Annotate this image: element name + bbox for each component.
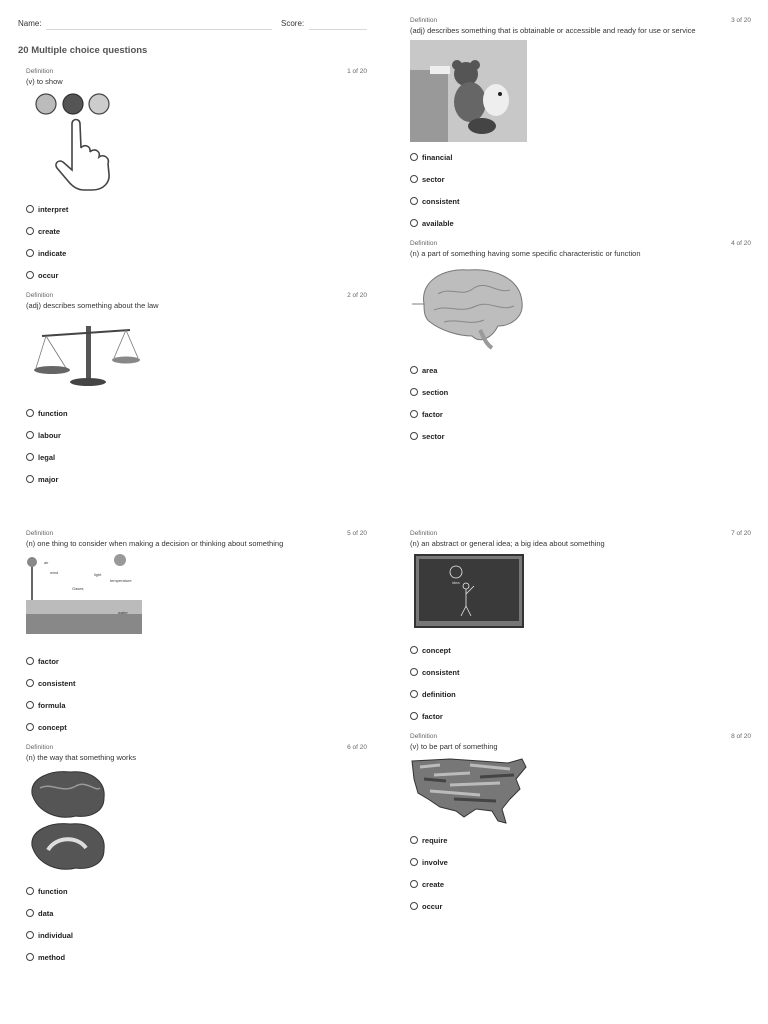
- option-definition[interactable]: [410, 683, 610, 705]
- option-label: function: [38, 408, 68, 418]
- question-counter: 8 of 20: [731, 733, 751, 740]
- option-label: data: [38, 908, 54, 918]
- image-label-gases: Gases: [72, 586, 84, 591]
- question-counter: 4 of 20: [731, 240, 751, 247]
- question-type-label: Definition: [26, 744, 54, 751]
- option-occur[interactable]: [410, 895, 610, 917]
- scales-of-justice-image: [26, 316, 144, 388]
- option-label: function: [38, 886, 68, 896]
- radio-button[interactable]: [26, 205, 34, 213]
- radio-button[interactable]: [26, 679, 34, 687]
- option-label: section: [422, 387, 449, 397]
- radio-button[interactable]: [26, 475, 34, 483]
- option-label: concept: [38, 722, 67, 732]
- radio-button[interactable]: [410, 902, 418, 910]
- radio-button[interactable]: [410, 175, 418, 183]
- question-type-label: Definition: [26, 530, 54, 537]
- option-label: indicate: [38, 248, 67, 258]
- option-label: factor: [422, 409, 443, 419]
- option-sector[interactable]: [410, 425, 610, 447]
- name-field[interactable]: [46, 29, 272, 30]
- radio-button[interactable]: [410, 668, 418, 676]
- option-factor[interactable]: [410, 705, 610, 727]
- environment-factors-image: [26, 552, 144, 646]
- question-3: [410, 17, 751, 237]
- question-definition: (n) an abstract or general idea; a big idea about something: [410, 539, 605, 548]
- option-involve[interactable]: [410, 851, 610, 873]
- question-definition: (adj) describes something about the law: [26, 301, 159, 310]
- radio-button[interactable]: [410, 219, 418, 227]
- radio-button[interactable]: [26, 271, 34, 279]
- radio-button[interactable]: [26, 701, 34, 709]
- option-concept[interactable]: [410, 639, 610, 661]
- option-occur[interactable]: [26, 264, 226, 286]
- radio-button[interactable]: [26, 953, 34, 961]
- option-label: financial: [422, 152, 453, 162]
- option-area[interactable]: [410, 359, 610, 381]
- option-require[interactable]: [410, 829, 610, 851]
- option-label: involve: [422, 857, 448, 867]
- option-label: occur: [422, 901, 443, 911]
- idea-chalkboard-image: [414, 554, 524, 628]
- image-label-light: light: [94, 572, 102, 577]
- radio-button[interactable]: [26, 931, 34, 939]
- radio-button[interactable]: [26, 227, 34, 235]
- option-legal[interactable]: [26, 446, 226, 468]
- option-factor[interactable]: [26, 650, 226, 672]
- us-map-collage-image: [410, 755, 528, 827]
- option-data[interactable]: [26, 902, 226, 924]
- question-type-label: Definition: [410, 240, 438, 247]
- option-label: sector: [422, 174, 445, 184]
- option-interpret[interactable]: [26, 198, 226, 220]
- radio-button[interactable]: [410, 712, 418, 720]
- option-create[interactable]: [410, 873, 610, 895]
- option-consistent[interactable]: [410, 190, 610, 212]
- question-2: [26, 292, 367, 492]
- option-label: create: [422, 879, 445, 889]
- radio-button[interactable]: [410, 197, 418, 205]
- radio-button[interactable]: [26, 657, 34, 665]
- radio-button[interactable]: [410, 690, 418, 698]
- question-8: [410, 733, 751, 923]
- radio-button[interactable]: [26, 453, 34, 461]
- option-section[interactable]: [410, 381, 610, 403]
- question-type-label: Definition: [410, 733, 438, 740]
- teddy-bears-image: [410, 40, 527, 142]
- option-label: consistent: [422, 667, 460, 677]
- question-definition: (v) to show: [26, 77, 63, 86]
- option-label: individual: [38, 930, 74, 940]
- radio-button[interactable]: [410, 432, 418, 440]
- radio-button[interactable]: [26, 887, 34, 895]
- score-label: Score:: [281, 19, 305, 28]
- question-counter: 7 of 20: [731, 530, 751, 537]
- radio-button[interactable]: [26, 431, 34, 439]
- question-definition: (n) the way that something works: [26, 753, 137, 762]
- option-label: legal: [38, 452, 56, 462]
- radio-button[interactable]: [410, 858, 418, 866]
- option-consistent[interactable]: [26, 672, 226, 694]
- name-label: Name:: [18, 19, 42, 28]
- section-title: 20 Multiple choice questions: [18, 45, 148, 56]
- option-label: consistent: [38, 678, 76, 688]
- question-type-label: Definition: [26, 68, 54, 75]
- option-label: method: [38, 952, 66, 962]
- radio-button[interactable]: [26, 909, 34, 917]
- option-financial[interactable]: [410, 146, 610, 168]
- radio-button[interactable]: [410, 880, 418, 888]
- question-counter: 3 of 20: [731, 17, 751, 24]
- option-factor[interactable]: [410, 403, 610, 425]
- radio-button[interactable]: [26, 723, 34, 731]
- image-label-air: air: [44, 560, 49, 565]
- option-label: factor: [422, 711, 443, 721]
- option-label: definition: [422, 689, 456, 699]
- radio-button[interactable]: [410, 836, 418, 844]
- question-definition: (n) one thing to consider when making a decision or thinking about something: [26, 539, 284, 548]
- option-label: consistent: [422, 196, 460, 206]
- option-method[interactable]: [26, 946, 226, 968]
- option-function[interactable]: [26, 402, 226, 424]
- question-counter: 5 of 20: [347, 530, 367, 537]
- option-label: interpret: [38, 204, 69, 214]
- score-field[interactable]: [309, 29, 367, 30]
- question-4: [410, 240, 751, 450]
- option-concept[interactable]: [26, 716, 226, 738]
- option-labour[interactable]: [26, 424, 226, 446]
- option-label: formula: [38, 700, 66, 710]
- question-1: [26, 68, 367, 283]
- radio-button[interactable]: [410, 388, 418, 396]
- option-label: factor: [38, 656, 59, 666]
- question-type-label: Definition: [410, 17, 438, 24]
- option-label: major: [38, 474, 59, 484]
- question-6: [26, 744, 367, 970]
- image-label-idea: idea: [452, 580, 460, 585]
- question-5: [26, 530, 367, 740]
- option-label: require: [422, 835, 448, 845]
- radio-button[interactable]: [26, 409, 34, 417]
- question-definition: (v) to be part of something: [410, 742, 498, 751]
- option-label: concept: [422, 645, 451, 655]
- option-consistent[interactable]: [410, 661, 610, 683]
- option-formula[interactable]: [26, 694, 226, 716]
- option-sector[interactable]: [410, 168, 610, 190]
- option-label: create: [38, 226, 61, 236]
- image-label-water: water: [118, 610, 128, 615]
- option-label: occur: [38, 270, 59, 280]
- question-counter: 1 of 20: [347, 68, 367, 75]
- question-counter: 6 of 20: [347, 744, 367, 751]
- image-label-wind: wind: [50, 570, 59, 575]
- option-label: sector: [422, 431, 445, 441]
- radio-button[interactable]: [410, 410, 418, 418]
- option-label: labour: [38, 430, 61, 440]
- question-type-label: Definition: [410, 530, 438, 537]
- option-function[interactable]: [26, 880, 226, 902]
- option-label: area: [422, 365, 438, 375]
- brain-function-image: [26, 768, 108, 874]
- option-individual[interactable]: [26, 924, 226, 946]
- radio-button[interactable]: [410, 366, 418, 374]
- brain-image: [410, 264, 528, 350]
- question-7: [410, 530, 751, 730]
- option-major[interactable]: [26, 468, 226, 490]
- radio-button[interactable]: [410, 153, 418, 161]
- option-create[interactable]: [26, 220, 226, 242]
- option-available[interactable]: [410, 212, 610, 234]
- radio-button[interactable]: [410, 646, 418, 654]
- hand-pointing-image: [26, 90, 136, 194]
- question-definition: (n) a part of something having some specific characteristic or function: [410, 249, 641, 258]
- option-indicate[interactable]: [26, 242, 226, 264]
- question-type-label: Definition: [26, 292, 54, 299]
- question-counter: 2 of 20: [347, 292, 367, 299]
- question-definition: (adj) describes something that is obtainable or accessible and ready for use or service: [410, 26, 696, 35]
- option-label: available: [422, 218, 454, 228]
- radio-button[interactable]: [26, 249, 34, 257]
- image-label-temperature: temperature: [110, 578, 132, 583]
